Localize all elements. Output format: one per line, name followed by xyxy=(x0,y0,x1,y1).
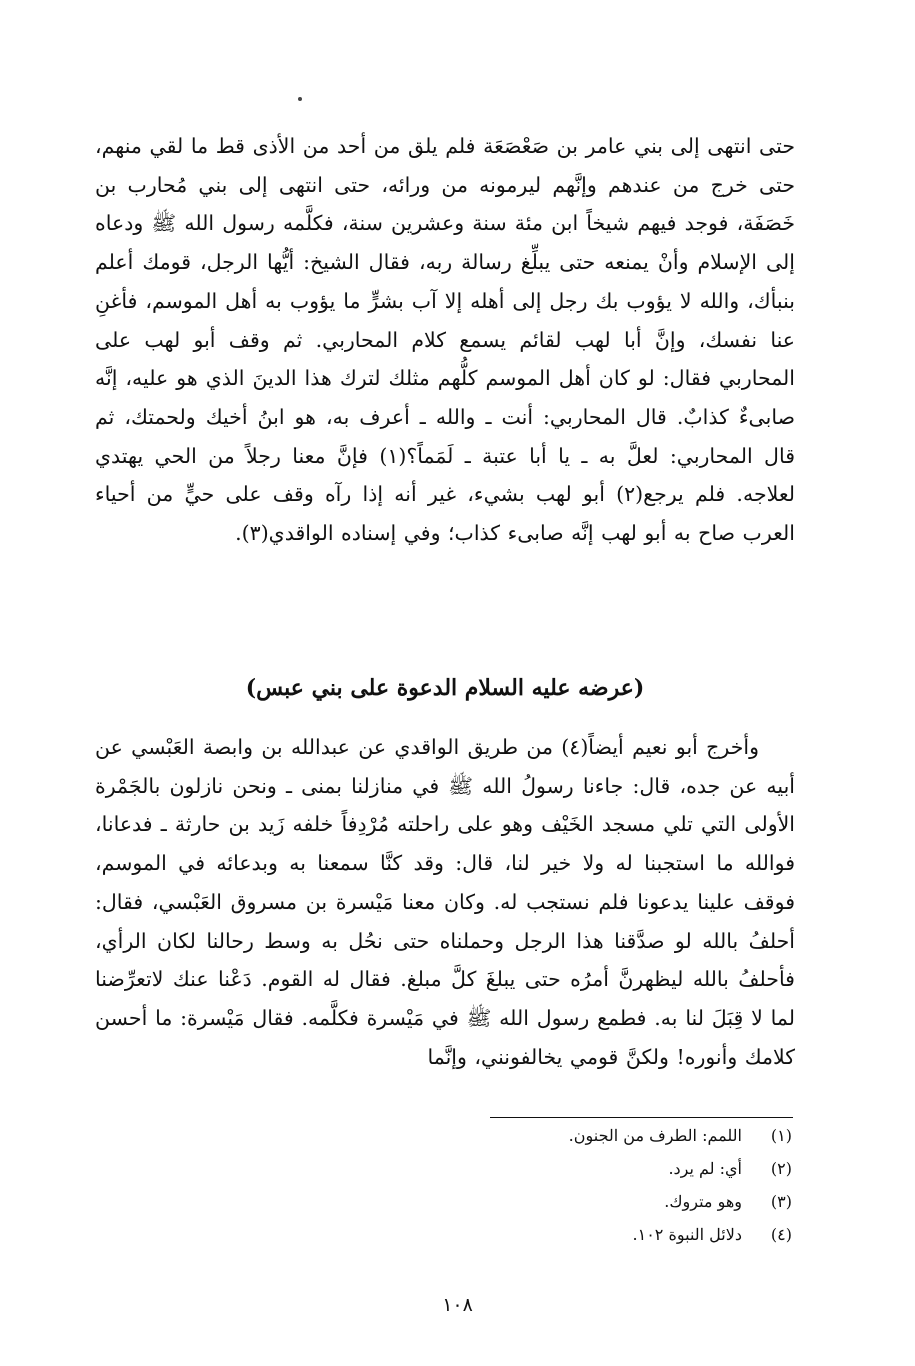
footnotes xyxy=(420,1126,800,1258)
footnote xyxy=(420,1192,800,1225)
page-number: ١٠٨ xyxy=(442,1294,473,1316)
footnote-text: دلائل النبوة ١٠٢. xyxy=(632,1225,742,1244)
footnote-number: (٣) xyxy=(770,1192,792,1211)
footnote xyxy=(420,1159,800,1192)
footnote xyxy=(420,1225,800,1258)
footnote-number: (٢) xyxy=(770,1159,792,1178)
footnote-number: (٤) xyxy=(770,1225,792,1244)
footnote-text: اللمم: الطرف من الجنون. xyxy=(568,1126,742,1145)
page-dot-mark xyxy=(298,97,302,101)
footnote-divider xyxy=(490,1117,793,1118)
section-heading: (عرضه عليه السلام الدعوة على بني عبس) xyxy=(245,675,645,701)
footnote-number: (١) xyxy=(770,1126,792,1145)
footnote xyxy=(420,1126,800,1159)
footnote-text: وهو متروك. xyxy=(664,1192,742,1211)
body-paragraph-1: حتى انتهى إلى بني عامر بن صَعْصَعَة فلم يلق من أحد من الأذى قط ما لقي منهم، حتى خرج من عندهم وإنَّهم ليرمونه من ورائه، حتى انتهى إلى بني مُحارب بن خَصَفَة، فوجد فيهم شيخاً ابن مئة سنة وعشرين سنة، فكلَّمه رسول الله ﷺ ودعاه إلى الإسلام وأنْ يمنعه حتى يبلِّغ رسالة ربه، فقال الشيخ: أيُّها الرجل، قومك أعلم بنبأك، والله لا يؤوب بك رجل إلى أهله إلا آب بشرٍّ ما يؤوب به أهل الموسم، فأغنِ عنا نفسك، وإنَّ أبا لهب لقائم يسمع كلام المحاربي. ثم وقف أبو لهب على المحاربي فقال: لو كان أهل الموسم كلُّهم مثلك لترك هذا الدينَ الذي هو عليه، إنَّه صابىءٌ كذابٌ. قال المحاربي: أنت ـ والله ـ أعرف به، هو ابنُ أخيك ولحمتك، ثم قال المحاربي: لعلَّ به ـ يا أبا عتبة ـ لَمَماً؟(١) فإنَّ معنا رجلاً من الحي يهتدي لعلاجه. فلم يرجع(٢) أبو لهب بشيء، غير أنه إذا رآه وقف على حيٍّ من أحياء العرب صاح به أبو لهب إنَّه صابىء كذاب؛ وفي إسناده الواقدي(٣). xyxy=(95,134,796,546)
footnote-text: أي: لم يرد. xyxy=(668,1159,742,1178)
body-paragraph-2: وأخرج أبو نعيم أيضاً(٤) من طريق الواقدي عن عبدالله بن وابصة العَبْسي عن أبيه عن جده، قال: جاءنا رسولُ الله ﷺ في منازلنا بمنى ـ ونحن نازلون بالجَمْرة الأولى التي تلي مسجد الخَيْف وهو على راحلته مُرْدِفاً خلفه زَيد بن حارثة ـ فدعانا، فوالله ما استجبنا له ولا خير لنا، قال: وقد كنَّا سمعنا به وبدعائه في الموسم، فوقف علينا يدعونا فلم نستجب له. وكان معنا مَيْسرة بن مسروق العَبْسي، فقال: أحلفُ بالله لو صدَّقنا هذا الرجل وحملناه حتى نحُل به وسط رحالنا لكان الرأي، فأحلفُ بالله ليظهرنَّ أمرُه حتى يبلغَ كلَّ مبلغ. فقال له القوم. دَعْنا عنك لاتعرِّضنا لما لا قِبَلَ لنا به. فطمع رسول الله ﷺ في مَيْسرة فكلَّمه. فقال مَيْسرة: ما أحسن كلامك وأنوره! ولكنَّ قومي يخالفونني، وإنَّما xyxy=(95,735,795,1069)
